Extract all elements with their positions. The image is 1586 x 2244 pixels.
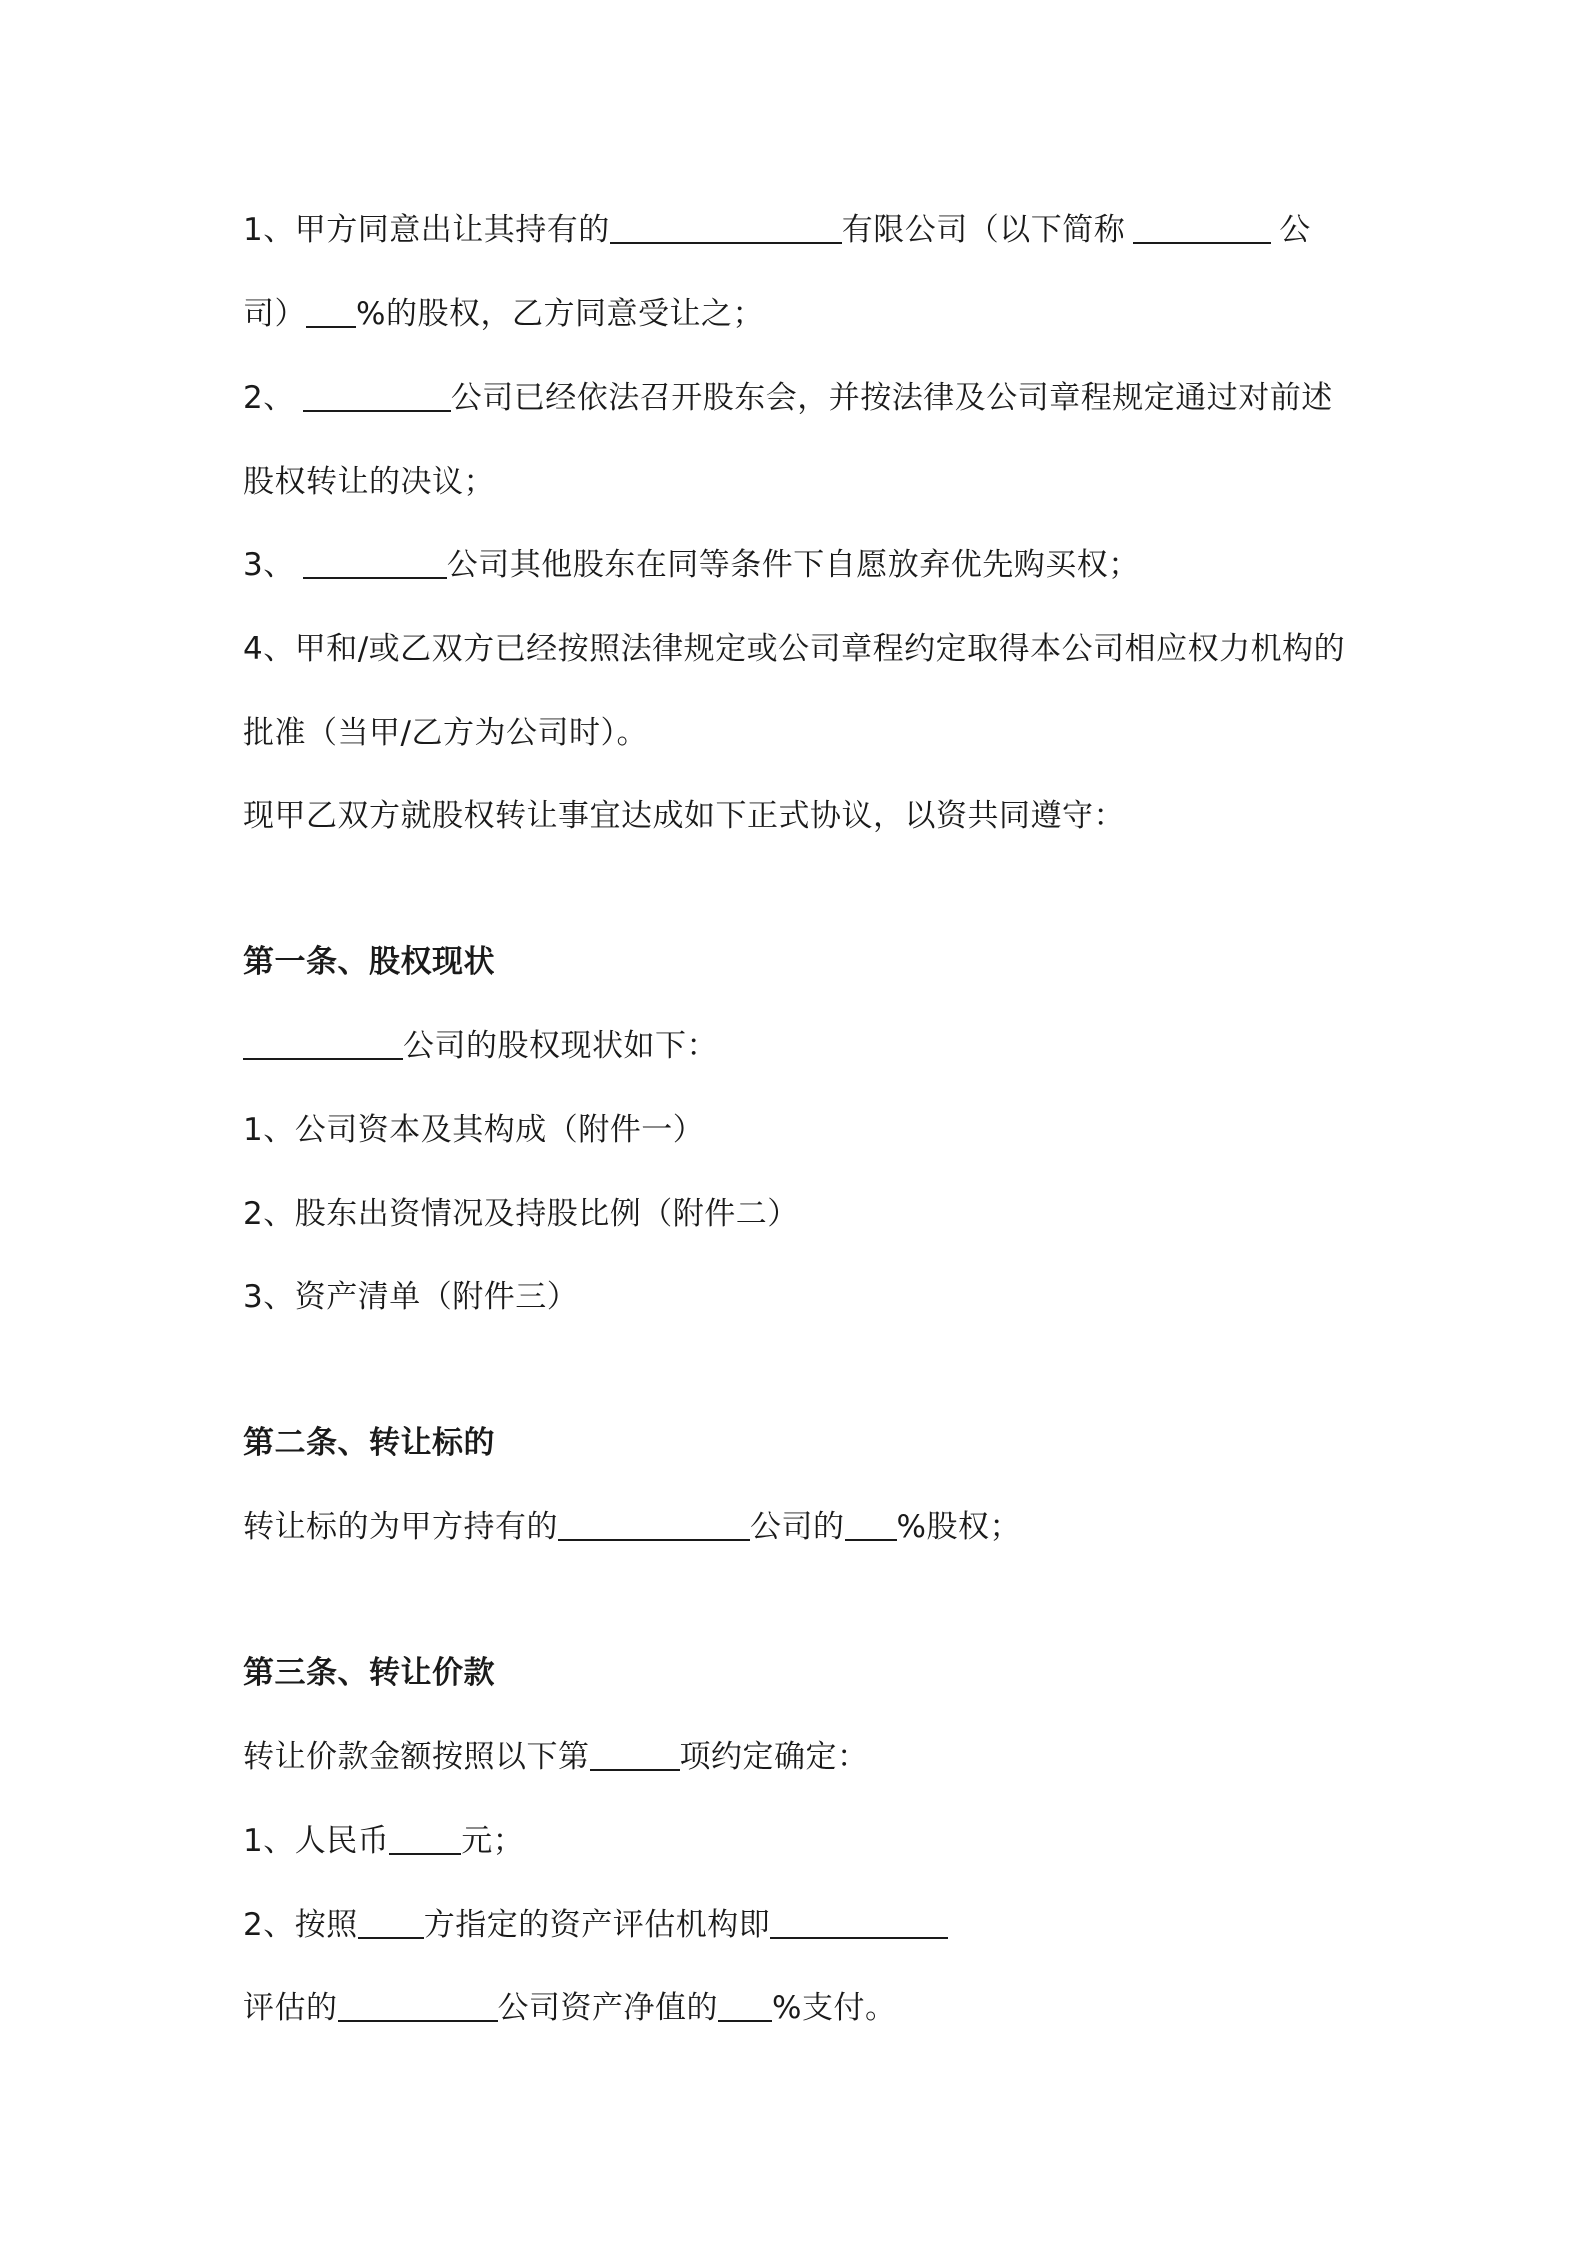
article-3-lead	[243, 1735, 1356, 1779]
blank-company	[243, 1028, 403, 1060]
article-2-heading	[243, 1421, 1356, 1465]
article-1-item-1	[243, 1108, 1356, 1152]
blank-percent	[845, 1509, 897, 1541]
blank-company-name	[610, 212, 842, 244]
article-2-text	[243, 1505, 1356, 1549]
article-3-item-1	[243, 1819, 1356, 1863]
blank-company	[303, 547, 447, 579]
recital-2-line-2	[243, 460, 1356, 504]
agreement-intro	[243, 794, 1356, 838]
blank-short-name	[1133, 212, 1271, 244]
recital-text: 批准（当甲/乙方为公司时）。	[243, 715, 648, 751]
blank-percent	[306, 296, 356, 328]
recital-4-line-1	[243, 627, 1356, 671]
article-1-item-2	[243, 1192, 1356, 1236]
clause-text: 公司的	[750, 1509, 845, 1545]
blank-company	[303, 380, 451, 412]
article-3-item-2-line-2	[243, 1986, 1356, 2030]
recital-1-line-1	[243, 208, 1356, 252]
clause-text: 方指定的资产评估机构即	[423, 1907, 771, 1943]
blank-appraiser	[770, 1907, 948, 1939]
recital-text: 公司其他股东在同等条件下自愿放弃优先购买权；	[446, 547, 1140, 583]
lead-text: 公司的股权现状如下：	[403, 1028, 718, 1064]
heading-text: 第三条、转让价款	[243, 1655, 495, 1691]
blank-company	[338, 1990, 498, 2022]
clause-text: 评估的	[243, 1990, 338, 2026]
clause-text: %支付。	[772, 1990, 897, 2026]
clause-text: 转让标的为甲方持有的	[243, 1509, 558, 1545]
clause-text: 公司资产净值的	[497, 1990, 718, 2026]
article-3-item-2-line-1	[243, 1903, 1356, 1947]
intro-text: 现甲乙双方就股权转让事宜达成如下正式协议，以资共同遵守：	[243, 798, 1125, 834]
recital-text: %的股权，乙方同意受让之；	[356, 296, 764, 332]
recital-text: 公	[1279, 212, 1311, 248]
recital-3	[243, 543, 1356, 587]
recital-text: 2、	[243, 380, 295, 416]
recital-text: 公司已经依法召开股东会，并按法律及公司章程规定通过对前述	[450, 380, 1333, 416]
recital-text: 司）	[243, 296, 306, 332]
recital-text: 1、甲方同意出让其持有的	[243, 212, 610, 248]
heading-text: 第二条、转让标的	[243, 1425, 495, 1461]
list-item: 3、资产清单（附件三）	[243, 1279, 579, 1315]
blank-party	[358, 1907, 424, 1939]
recital-text: 有限公司（以下简称	[841, 212, 1126, 248]
clause-text: 元；	[461, 1823, 525, 1859]
blank-company	[558, 1509, 750, 1541]
blank-option-number	[590, 1739, 680, 1771]
blank-percent	[718, 1990, 772, 2022]
recital-1-line-2	[243, 292, 1356, 336]
clause-text: 1、人民币	[243, 1823, 390, 1859]
recital-text: 3、	[243, 547, 295, 583]
article-1-lead	[243, 1024, 1356, 1068]
recital-2-line-1	[243, 376, 1356, 420]
recital-text: 4、甲和/或乙双方已经按照法律规定或公司章程约定取得本公司相应权力机构的	[243, 631, 1346, 667]
heading-text: 第一条、股权现状	[243, 944, 495, 980]
clause-text: %股权；	[896, 1509, 1021, 1545]
clause-text: 2、按照	[243, 1907, 358, 1943]
recital-text: 股权转让的决议；	[243, 464, 495, 500]
blank-amount	[389, 1823, 461, 1855]
article-1-item-3	[243, 1275, 1356, 1319]
article-3-heading	[243, 1651, 1356, 1695]
recital-4-line-2	[243, 711, 1356, 755]
clause-text: 转让价款金额按照以下第	[243, 1739, 590, 1775]
list-item: 2、股东出资情况及持股比例（附件二）	[243, 1196, 799, 1232]
clause-text: 项约定确定：	[679, 1739, 869, 1775]
list-item: 1、公司资本及其构成（附件一）	[243, 1112, 705, 1148]
article-1-heading	[243, 940, 1356, 984]
